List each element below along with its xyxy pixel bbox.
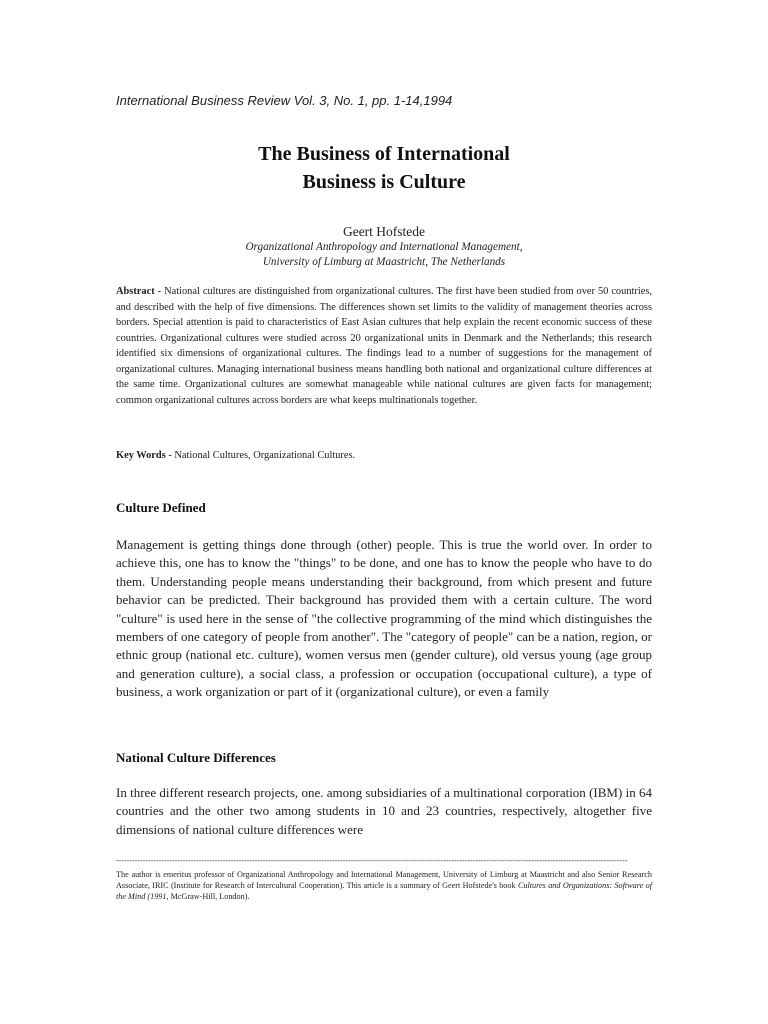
paper-title-line-2: Business is Culture <box>302 171 466 193</box>
affiliation-line-2: University of Limburg at Maastricht, The Netherlands <box>262 256 506 268</box>
footnote-book-title: Cultures and Organizations: Software of the Mind (1991, <box>116 881 652 901</box>
abstract <box>116 284 652 408</box>
keywords-label: Key Words <box>116 450 166 461</box>
keywords-separator: - <box>165 450 175 461</box>
abstract-text: National cultures are distinguished from organizational cultures. The first have been studied from over 50 countries, and described with the help of five dimensions. The differences shown set limits to the validity of management theories across borders. Special attention is paid to characteristics of East Asian cultures that help explain the recent economic success of these countries. Organizational cultures were studied across 20 organizational units in Denmark and the Netherlands; this research identified six dimensions of organizational cultures. The findings lead to a number of suggestions for the management of organizational cultures. Managing international business means handling both national and organizational culture differences at the same time. Organizational cultures are somewhat manageable while national cultures are given facts for management; common organizational cultures across borders are what keeps multinationals together. <box>116 286 653 406</box>
affiliation-line-1: Organizational Anthropology and International Management, <box>245 241 523 253</box>
footnote-text-after: McGraw-Hill, London). <box>168 892 250 901</box>
abstract-separator: - <box>154 286 165 297</box>
paper-page <box>116 0 652 1024</box>
section-text-culture-defined: Management is getting things done through (other) people. This is true the world over. In order to achieve this, one has to know the "things" to be done, and one has to know the people who have to do them. Understanding people means understanding their background, from which present and future behavior can be predicted. Their background has provided them with a certain culture. The word "culture" is used here in the sense of "the collective programming of the mind which distinguishes the members of one category of people from another". The "category of people" can be a nation, region, or ethnic group (national etc. culture), women versus men (gender culture), old versus young (age group and generation culture), a social class, a profession or occupation (occupational culture), a type of business, a work organization or part of it (organizational culture), or even a family <box>116 537 652 700</box>
journal-citation: International Business Review Vol. 3, No. 1, pp. 1-14,1994 <box>116 93 453 108</box>
keywords-text: National Cultures, Organizational Cultures. <box>174 450 356 461</box>
footnote-text-before: The author is emeritus professor of Organizational Anthropology and International Management, University of Limburg at Maastricht and also Senior Research Associate, IRIC (Institute for Research of Intercultural Cooperation). This article is a summary of Geert Hofstede's book <box>116 870 652 890</box>
abstract-label: Abstract <box>116 286 155 297</box>
footnote <box>116 869 652 902</box>
section-heading-national-culture-differences: National Culture Differences <box>116 750 276 765</box>
paper-title-line-1: The Business of International <box>258 143 510 165</box>
author-affiliation <box>116 240 652 270</box>
author-name: Geert Hofstede <box>342 224 426 239</box>
paper-title <box>116 140 652 196</box>
section-text-national-culture-differences: In three different research projects, one. among subsidiaries of a multinational corporation (IBM) in 64 countries and the other two among students in 10 and 23 countries, respectively, altogether five dimensions of national culture differences were <box>116 785 652 837</box>
keywords <box>116 450 652 461</box>
section-heading-culture-defined: Culture Defined <box>116 500 206 515</box>
footnote-rule: ------------------------------------------------------------------------------------------------------------------------------------------------------------------------------------------------ <box>116 856 628 865</box>
